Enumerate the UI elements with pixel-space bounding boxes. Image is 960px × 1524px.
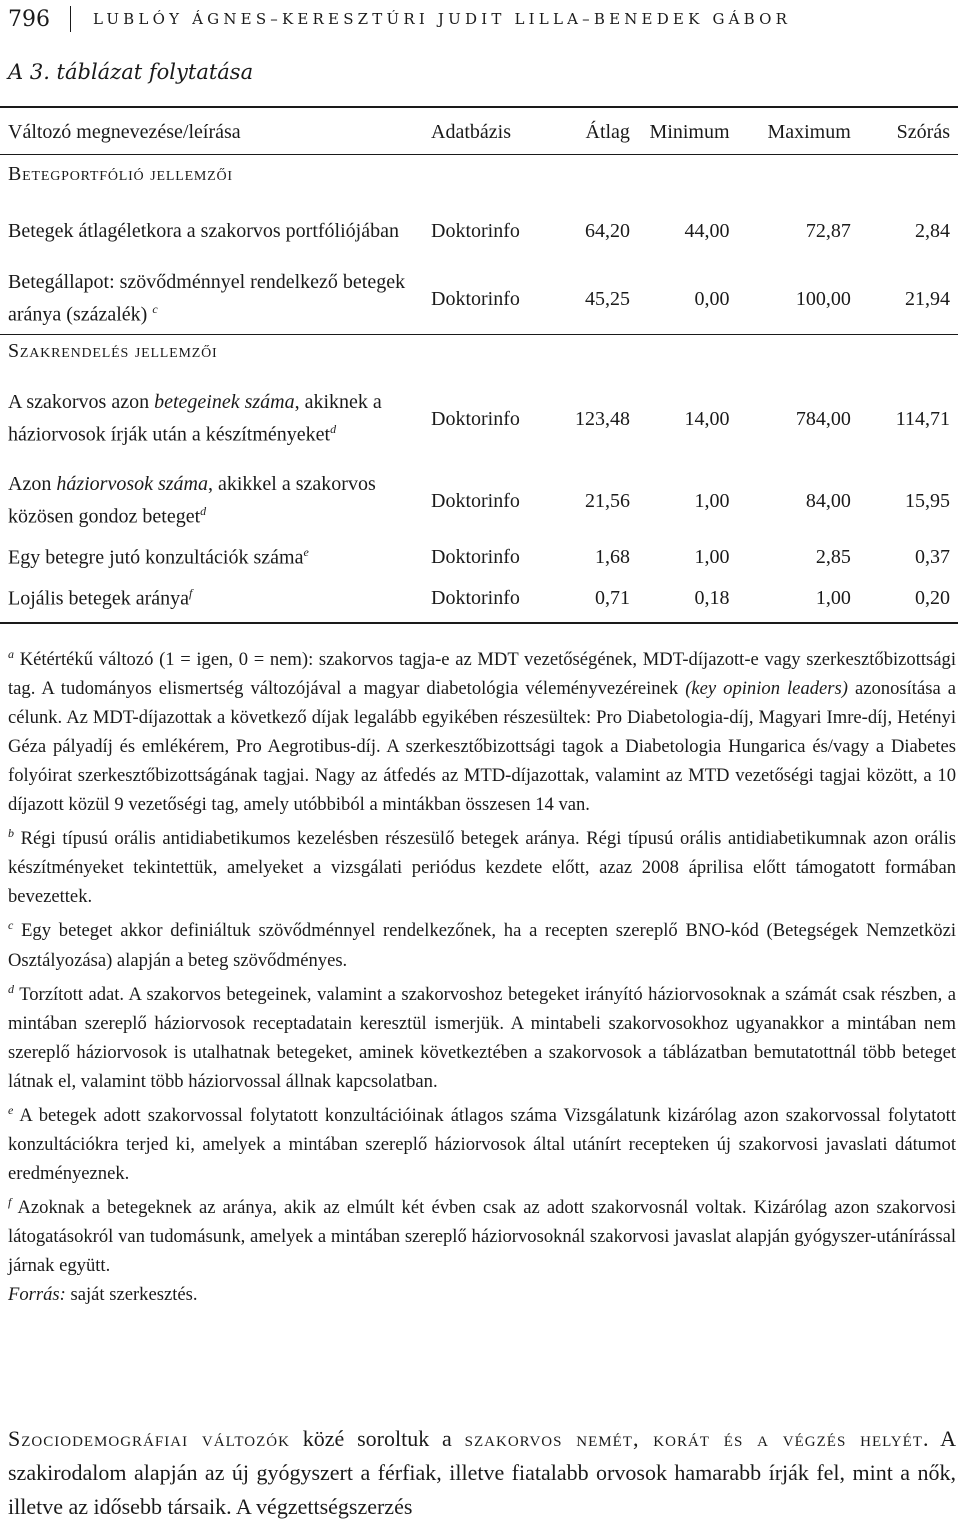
column-header-mean: Átlag [585,120,630,143]
footnote-marker: c [152,302,158,317]
table-caption: A 3. táblázat folytatása [8,60,254,84]
footnote-c: $^c$ Egy beteget akkor definiáltuk szövődménnyel rendelkezőnek, ha a recepten szereplő BNO-kód (Betegségek Nemzetközi Osztályozása) alapján a beteg szövődményes. [8,918,956,971]
column-header-maximum: Maximum [767,120,851,143]
row-label: Lojális betegek aránya$^f$ [8,585,193,610]
footnote-marker: d [200,504,207,519]
footnote-a: $^a$ Kétértékű változó (1 = igen, 0 = nem): szakorvos tagja-e az MDT vezetőségének, MDT-díjazott-e vagy szerkesztőbizottsági tag. A tudományos elismertség változójával a magyar diabetológia véleményvezéreinek (key opinion leaders) azonosítása a célunk. Az MDT-díjazottak a következő díjak legalább egyikében részesültek: Pro Diabetologia-díj, Magyari Imre-díj, Hetényi Géza pályadíj és emlékérem, Pro Aegrotibus-díj. A szerkesztőbizottsági tagok a Diabetologia Hungarica és/vagy a Diabetes folyóirat szerkesztőbizottságának tagjai. Nagy az átfedés az MTD-díjazottak, valamint az MTD vezetőségi tagjai között, a 10 díjazott közül 9 vezetőségi tag, amely utóbbiból a mintákban összesen 14 van. [8,647,956,816]
footnote-marker: a [8,647,14,661]
footnote-marker: d [330,422,337,437]
section-title-portfolio: Betegportfólió jellemzői [8,162,233,185]
table-footnotes [8,640,956,1309]
source-note: Forrás: saját szerkesztés. [8,1284,198,1306]
footnote-marker: f [8,1194,12,1209]
table-row [0,372,958,466]
footnote-d: $^d$ Torzított adat. A szakorvos betegeinek, valamint a szakorvoshoz betegeket irányító háziorvosoknak a számát csak részben, a mintában szereplő háziorvosok receptadatain keresztül ismerjük. A mintabeli szakorvosokhoz ugyanakkor a mintában nem szereplő háziorvosok is utalhatnak betegeket, aminek következtében a szakorvosok a táblázatban bemutatottnál több beteget látnak el, valamint több háziorvossal állnak kapcsolatban. [8,981,957,1092]
cell-database: Doktorinfo [431,287,520,310]
cell-mean: 45,25 [584,287,630,310]
section-title-clinic: Szakrendelés jellemzői [8,339,218,362]
body-paragraph: Szociodemográfiai változók közé soroltuk a szakorvos nemét, korát és a végzés helyét. A szakirodalom alapján az új gyógyszert a férfiak, illetve fiatalabb orvosok hamarabb írják fel, mint a nők, illetve az idősebb társaik. A végzettségszerzés [8,1426,956,1519]
footnote-marker: d [8,981,14,996]
page-number: 796 [8,6,50,32]
cell-mean: 123,48 [574,407,630,430]
emphasis-term: szakorvos nemét, korát és a végzés helyét [464,1426,923,1451]
row-label: Betegek átlagéletkora a szakorvos portfóliójában [8,219,399,242]
header-divider [70,6,71,32]
cell-min: 44,00 [684,219,730,242]
cell-sd: 0,20 [915,586,950,609]
table-row [0,196,958,266]
column-header-minimum: Minimum [649,120,730,143]
section-header-row [0,154,958,196]
running-header [8,4,958,34]
row-label: Azon háziorvosok száma, akikkel a szakorvos közösen gondoz beteget$^d$ [8,473,376,528]
cell-mean: 0,71 [594,586,630,609]
cell-sd: 2,84 [915,219,950,242]
footnote-marker: f [189,585,193,600]
cell-sd: 114,71 [895,407,950,430]
cell-mean: 64,20 [584,219,630,242]
running-header-authors: LUBLÓY ÁGNES–KERESZTÚRI JUDIT LILLA–BENEDEK GÁBOR [93,10,792,28]
cell-mean: 21,56 [584,489,630,512]
cell-min: 1,00 [694,545,730,568]
footnote-marker: e [8,1102,14,1117]
section-header-row [0,332,958,372]
cell-max: 84,00 [805,489,851,512]
table-row [0,578,958,618]
footnote-marker: b [8,826,14,841]
emphasis-term: Szociodemográfiai változók [8,1426,290,1451]
cell-max: 2,85 [815,545,851,568]
column-header-database: Adatbázis [431,120,511,143]
statistics-table [0,110,958,618]
table-row [0,536,958,578]
cell-max: 100,00 [795,287,851,310]
cell-mean: 1,68 [594,545,630,568]
cell-sd: 15,95 [905,489,950,512]
cell-sd: 0,37 [915,545,950,568]
footnote-f: $^f$ Azoknak a betegeknek az aránya, akik az elmúlt két évben csak az adott szakorvosnál voltak. Kizárólag azon szakorvosi látogatásokról van tudomásunk, amelyek a mintában szereplő háziorvosoknál szakorvosi javaslat alapján gyógyszer-utánírással járnak együtt. [8,1194,956,1277]
table-row [0,266,958,332]
column-header-variable: Változó megnevezése/leírása [8,120,241,143]
cell-max: 1,00 [815,586,851,609]
row-label: Betegállapot: szövődménnyel rendelkező betegek aránya (százalék) $^c$ [8,271,406,326]
row-label: Egy betegre jutó konzultációk száma$^e$ [8,544,309,569]
cell-database: Doktorinfo [431,545,520,568]
cell-min: 1,00 [694,489,730,512]
cell-min: 0,18 [694,586,730,609]
footnote-marker: c [8,918,14,933]
cell-database: Doktorinfo [431,586,520,609]
footnote-marker: e [303,544,309,559]
cell-max: 72,87 [805,219,851,242]
footnote-e: $^e$ A betegek adott szakorvossal folytatott konzultációinak átlagos száma Vizsgálatunk kizárólag azon szakorvossal folytatott konzultációkra terjed ki, amelyek a mintában szereplő háziorvosok által utánírt recepteken új szakorvosi javaslati dátumot eredményeznek. [8,1102,956,1184]
table-top-rule [0,106,958,108]
cell-database: Doktorinfo [431,407,520,430]
table-row [0,466,958,536]
column-header-sd: Szórás [896,120,950,143]
row-label: A szakorvos azon betegeinek száma, akiknek a háziorvosok írják után a készítményeket$^d$ [8,391,382,446]
table-bottom-rule [0,622,958,624]
cell-database: Doktorinfo [431,489,520,512]
cell-sd: 21,94 [905,287,950,310]
table-header-row [0,110,958,154]
cell-min: 14,00 [684,407,730,430]
cell-min: 0,00 [694,287,730,310]
cell-max: 784,00 [795,407,851,430]
footnote-b: $^b$ Régi típusú orális antidiabetikumos kezelésben részesülő betegek aránya. Régi típusú orális antidiabetikumnak azon orális készítményeket tekintettük, amelyeket a vizsgálati periódus kezdete előtt, azaz 2008 áprilisa előtt támogatott formában bevezettek. [8,826,956,908]
cell-database: Doktorinfo [431,219,520,242]
